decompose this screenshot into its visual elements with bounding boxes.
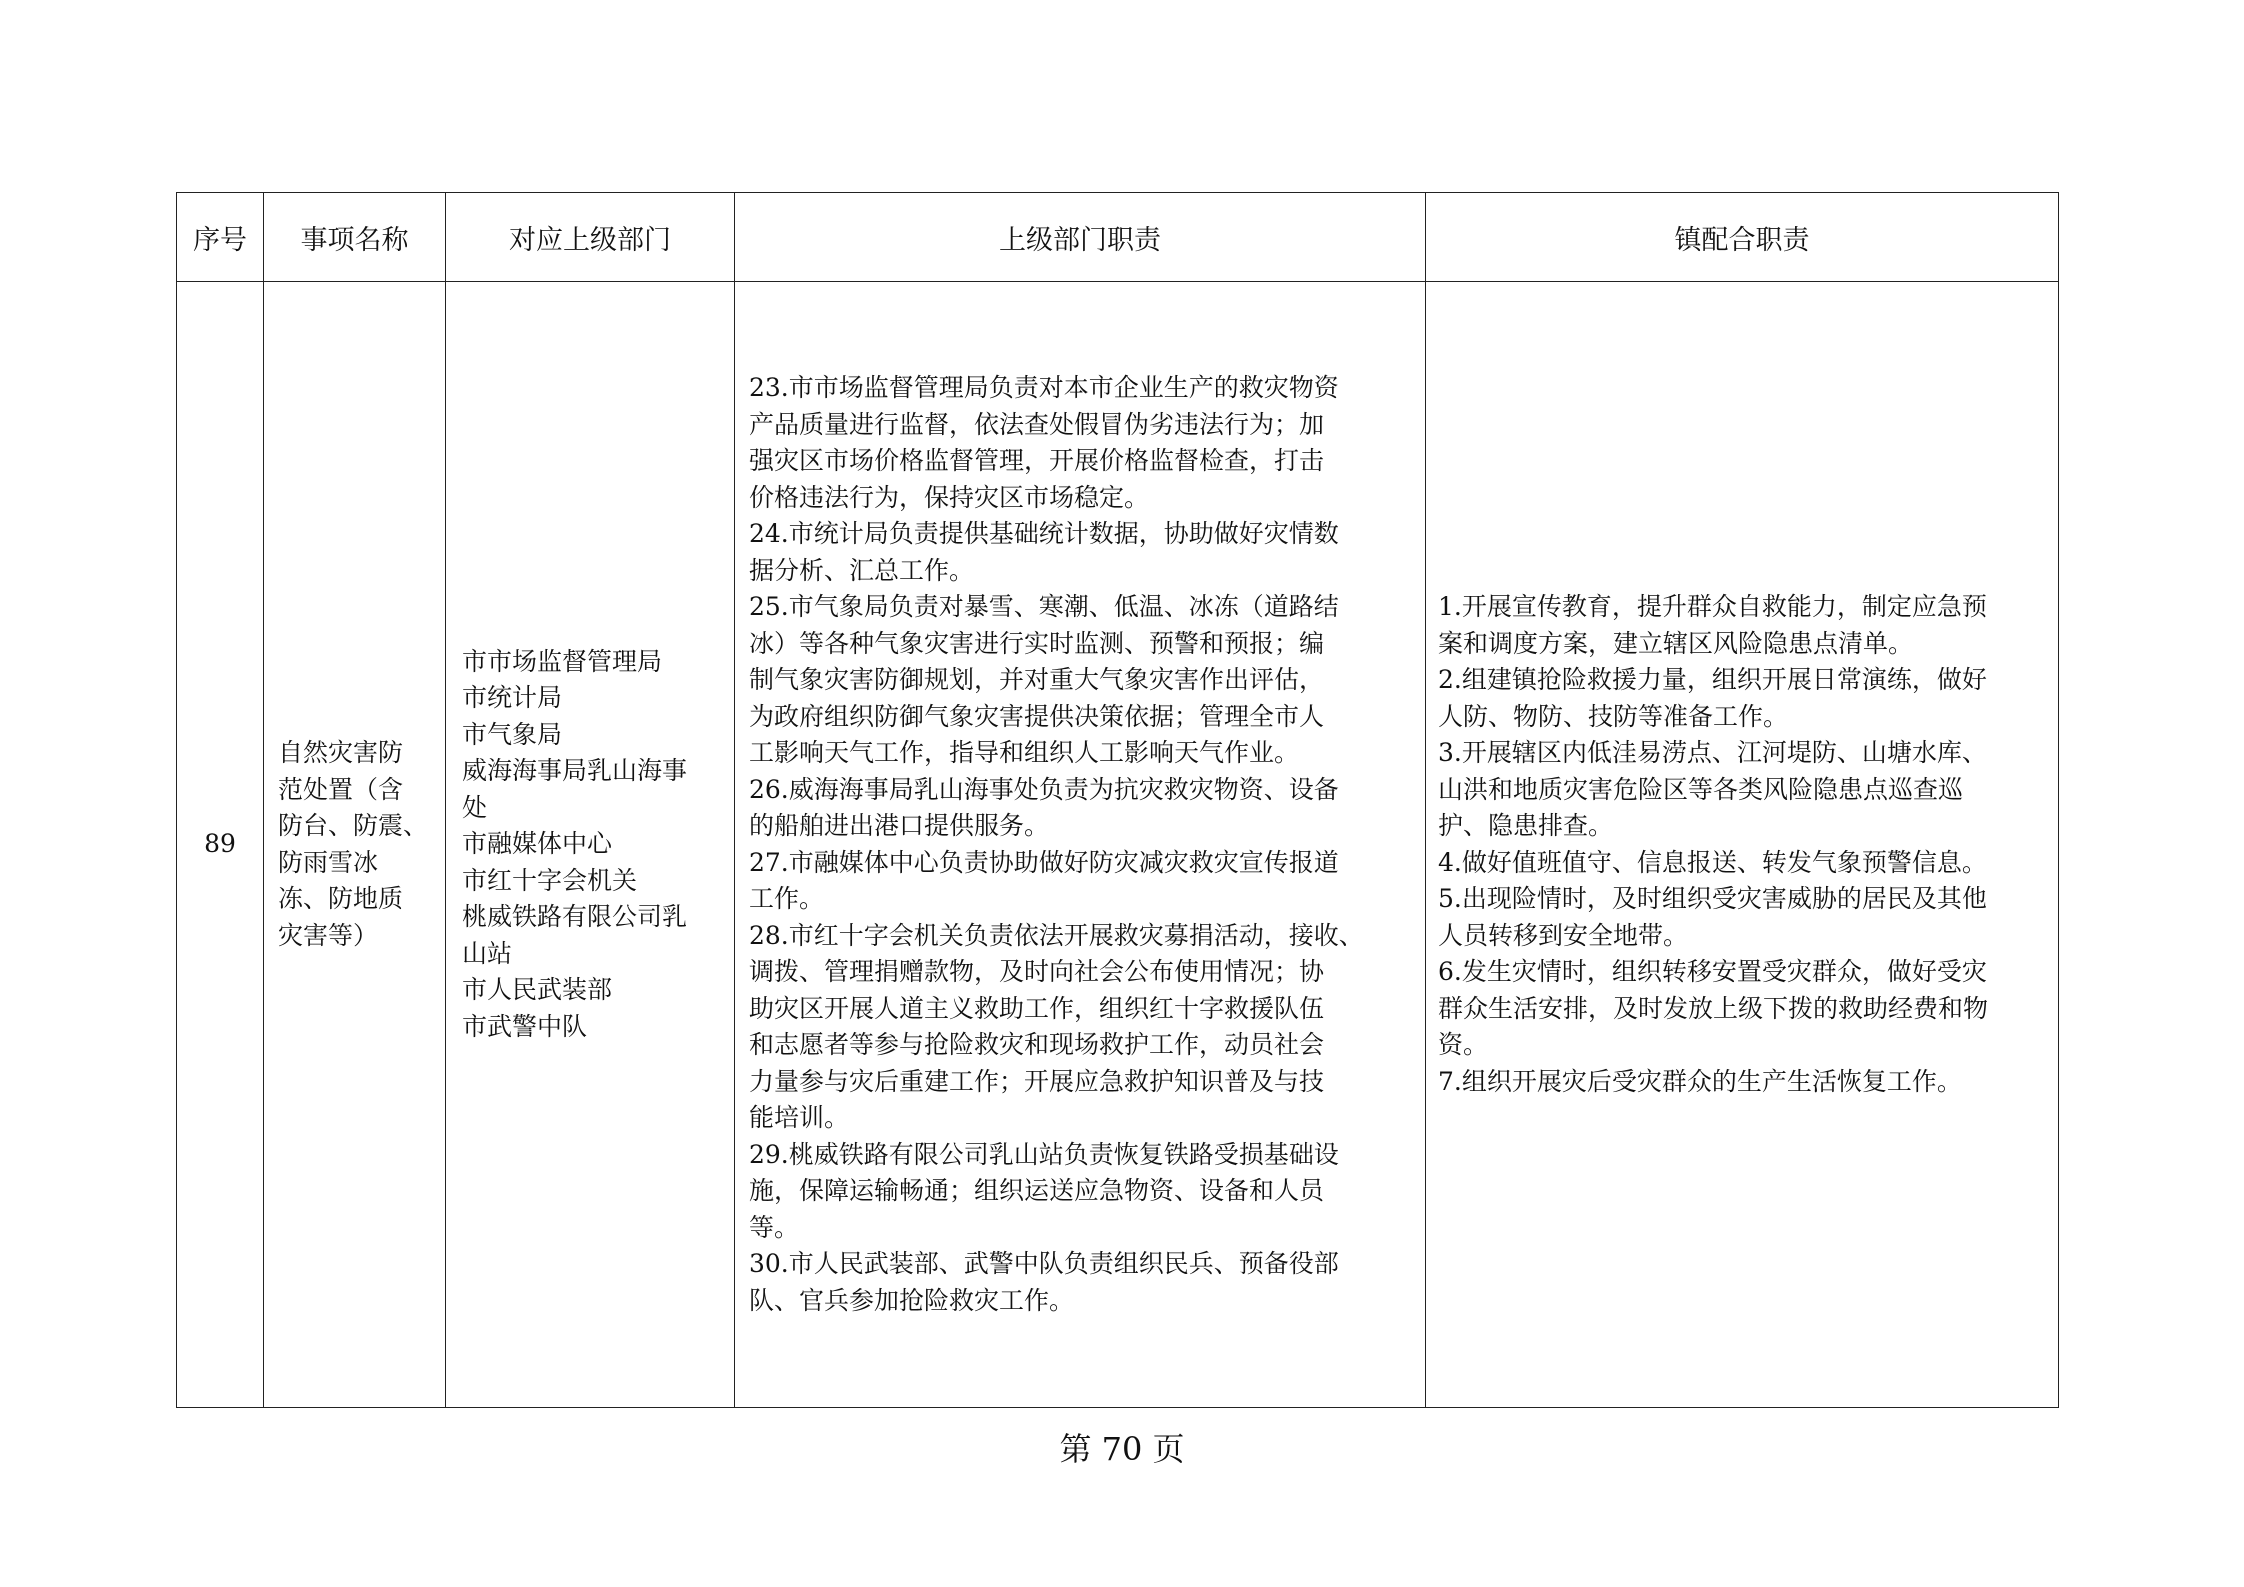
cell-superior-depts bbox=[446, 282, 735, 1408]
duty-line: 力量参与灾后重建工作；开展应急救护知识普及与技 bbox=[749, 1066, 1325, 1096]
dept-line: 处 bbox=[462, 792, 488, 822]
duty-line: 工影响天气工作，指导和组织人工影响天气作业。 bbox=[749, 738, 1300, 767]
town-duty-line: 3.开展辖区内低洼易涝点、江河堤防、山塘水库、 bbox=[1438, 738, 1987, 767]
header-seq: 序号 bbox=[177, 193, 264, 282]
town-duty-line: 5.出现险情时，及时组织受灾害威胁的居民及其他 bbox=[1438, 884, 1987, 913]
town-duty-line: 4.做好值班值守、信息报送、转发气象预警信息。 bbox=[1438, 847, 1987, 877]
dept-line: 桃威铁路有限公司乳 bbox=[462, 902, 688, 932]
item-name-line: 灾害等） bbox=[278, 920, 379, 950]
duty-line: 工作。 bbox=[749, 884, 825, 913]
duty-line: 产品质量进行监督，依法查处假冒伪劣违法行为；加 bbox=[749, 409, 1325, 439]
header-superior-duty: 上级部门职责 bbox=[735, 193, 1426, 282]
duty-line: 制气象灾害防御规划，并对重大气象灾害作出评估， bbox=[749, 665, 1325, 694]
town-duty-line: 2.组建镇抢险救援力量，组织开展日常演练，做好 bbox=[1438, 665, 1987, 694]
dept-line: 市气象局 bbox=[462, 719, 563, 749]
item-name-line: 自然灾害防 bbox=[278, 738, 404, 767]
duty-line: 26.威海海事局乳山海事处负责为抗灾救灾物资、设备 bbox=[749, 774, 1339, 804]
duty-line: 调拨、管理捐赠款物，及时向社会公布使用情况；协 bbox=[749, 957, 1325, 986]
duty-line: 强灾区市场价格监督管理，开展价格监督检查，打击 bbox=[749, 446, 1325, 475]
dept-line: 市市场监督管理局 bbox=[462, 646, 663, 676]
duty-line: 24.市统计局负责提供基础统计数据，协助做好灾情数 bbox=[749, 519, 1339, 548]
table-header-row bbox=[177, 193, 2059, 282]
town-duty-line: 7.组织开展灾后受灾群众的生产生活恢复工作。 bbox=[1438, 1066, 1962, 1096]
duty-line: 23.市市场监督管理局负责对本市企业生产的救灾物资 bbox=[749, 373, 1339, 402]
item-name-line: 防台、防震、 bbox=[278, 811, 429, 840]
dept-line: 市人民武装部 bbox=[462, 975, 613, 1005]
dept-line: 市红十字会机关 bbox=[462, 865, 638, 895]
town-duty-line: 6.发生灾情时，组织转移安置受灾群众，做好受灾 bbox=[1438, 957, 1987, 986]
cell-superior-duties bbox=[735, 282, 1426, 1408]
duty-line: 和志愿者等参与抢险救灾和现场救护工作，动员社会 bbox=[749, 1030, 1325, 1059]
header-superior-dept: 对应上级部门 bbox=[446, 193, 735, 282]
town-duty-line: 案和调度方案，建立辖区风险隐患点清单。 bbox=[1438, 628, 1914, 658]
duty-line: 队、官兵参加抢险救灾工作。 bbox=[749, 1285, 1075, 1315]
cell-town-duties bbox=[1426, 282, 2059, 1408]
duty-line: 29.桃威铁路有限公司乳山站负责恢复铁路受损基础设 bbox=[749, 1139, 1339, 1169]
town-duty-line: 护、隐患排查。 bbox=[1438, 811, 1614, 840]
town-duty-line: 资。 bbox=[1438, 1030, 1489, 1059]
cell-seq: 89 bbox=[177, 282, 264, 1408]
duty-line: 能培训。 bbox=[749, 1103, 850, 1132]
town-duty-line: 群众生活安排，及时发放上级下拨的救助经费和物 bbox=[1438, 993, 1989, 1023]
dept-line: 市武警中队 bbox=[462, 1011, 588, 1041]
duty-line: 为政府组织防御气象灾害提供决策依据；管理全市人 bbox=[749, 701, 1325, 731]
duty-line: 的船舶进出港口提供服务。 bbox=[749, 811, 1050, 840]
duty-table bbox=[176, 192, 2059, 1408]
dept-line: 山站 bbox=[462, 938, 513, 968]
duty-line: 助灾区开展人道主义救助工作，组织红十字救援队伍 bbox=[749, 993, 1325, 1023]
item-name-line: 范处置（含 bbox=[278, 774, 404, 804]
item-name-line: 防雨雪冰 bbox=[278, 847, 379, 877]
duty-line: 30.市人民武装部、武警中队负责组织民兵、预备役部 bbox=[749, 1249, 1339, 1278]
duty-line: 据分析、汇总工作。 bbox=[749, 555, 975, 585]
duty-line: 价格违法行为，保持灾区市场稳定。 bbox=[749, 482, 1150, 512]
dept-line: 市统计局 bbox=[462, 683, 563, 713]
town-duty-line: 人防、物防、技防等准备工作。 bbox=[1438, 701, 1789, 731]
page-number: 第 70 页 bbox=[1059, 1430, 1185, 1468]
item-name-line: 冻、防地质 bbox=[278, 884, 404, 913]
dept-line: 威海海事局乳山海事 bbox=[462, 756, 688, 786]
town-duty-line: 山洪和地质灾害危险区等各类风险隐患点巡查巡 bbox=[1438, 774, 1964, 804]
table-row bbox=[177, 282, 2059, 1408]
duty-line: 27.市融媒体中心负责协助做好防灾减灾救灾宣传报道 bbox=[749, 847, 1339, 877]
duty-line: 施，保障运输畅通；组织运送应急物资、设备和人员 bbox=[749, 1176, 1325, 1205]
header-town-duty: 镇配合职责 bbox=[1426, 193, 2059, 282]
duty-line: 冰）等各种气象灾害进行实时监测、预警和预报；编 bbox=[749, 628, 1325, 658]
town-duty-line: 1.开展宣传教育，提升群众自救能力，制定应急预 bbox=[1438, 592, 1987, 621]
header-item-name: 事项名称 bbox=[264, 193, 446, 282]
duty-line: 等。 bbox=[749, 1212, 800, 1242]
duty-line: 25.市气象局负责对暴雪、寒潮、低温、冰冻（道路结 bbox=[749, 592, 1339, 621]
town-duty-line: 人员转移到安全地带。 bbox=[1438, 920, 1689, 950]
duty-line: 28.市红十字会机关负责依法开展救灾募捐活动，接收、 bbox=[749, 920, 1364, 950]
dept-line: 市融媒体中心 bbox=[462, 829, 613, 859]
cell-item-name bbox=[264, 282, 446, 1408]
